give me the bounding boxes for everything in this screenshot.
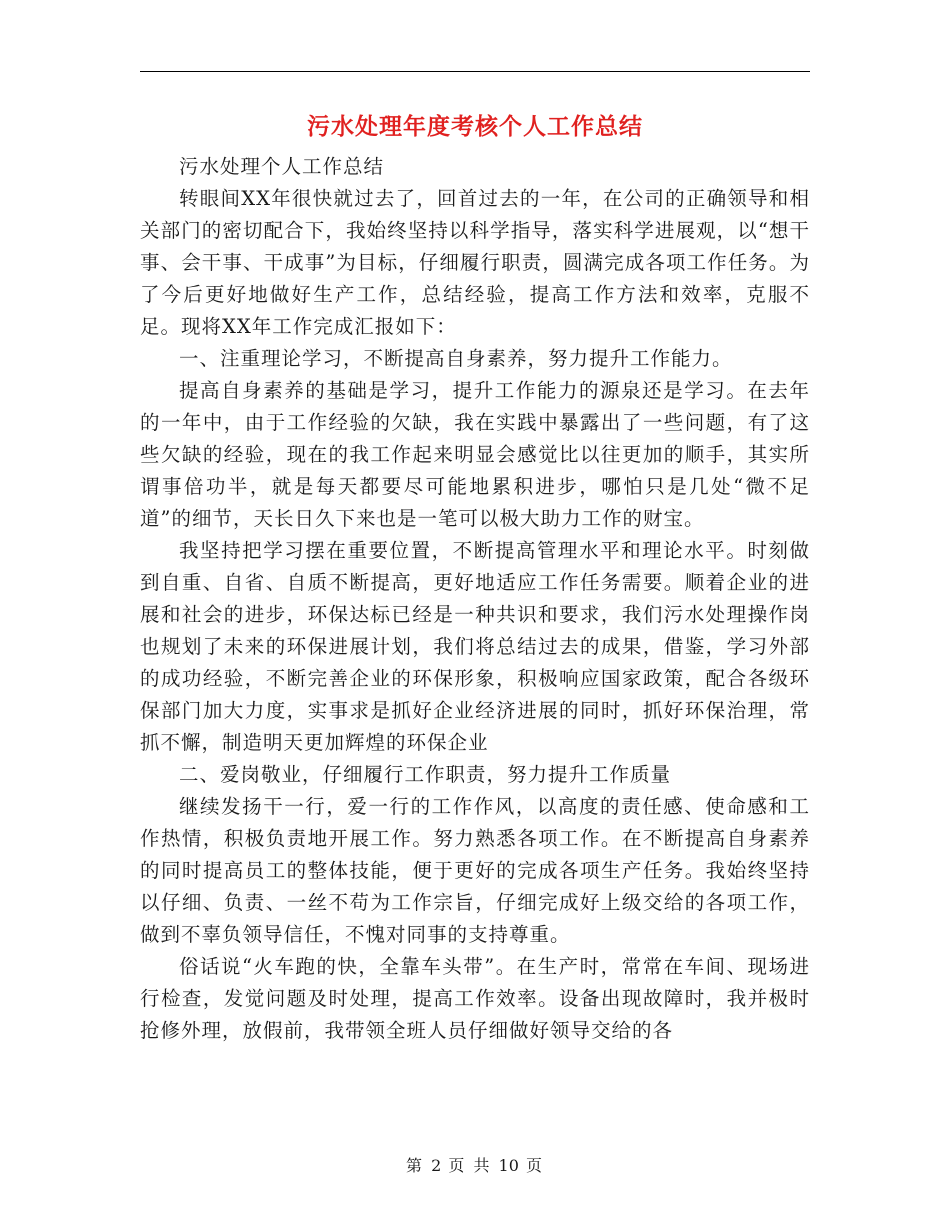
page-number-footer: [140, 1153, 810, 1176]
paragraph-subtitle: 污水处理个人工作总结: [179, 155, 385, 178]
header-rule: [140, 71, 810, 72]
section-heading-2: 二、爱岗敬业，仔细履行工作职责，努力提升工作质量: [179, 763, 672, 786]
paragraph-study: 提高自身素养的基础是学习，提升工作能力的源泉还是学习。在去年的一年中，由于工作经验的欠缺，我在实践中暴露出了一些问题，有了这些欠缺的经验，现在的我工作起来明显会感觉比以往更加的顺手，其实所谓事倍功半，就是每天都要尽可能地累积进步，哪怕只是几处“微不足道”的细节，天长日久下来也是一笔可以极大助力工作的财宝。: [140, 379, 810, 530]
current-page-number: 2: [431, 1156, 442, 1175]
paragraph-dedication: 继续发扬干一行，爱一行的工作作风，以高度的责任感、使命感和工作热情，积极负责地开展工作。努力熟悉各项工作。在不断提高自身素养的同时提高员工的整体技能，便于更好的完成各项生产任务。我始终坚持以仔细、负责、一丝不苟为工作宗旨，仔细完成好上级交给的各项工作，做到不辜负领导信任，不愧对同事的支持尊重。: [140, 795, 810, 946]
paragraph-intro: 转眼间XX年很快就过去了，回首过去的一年，在公司的正确领导和相关部门的密切配合下，我始终坚持以科学指导，落实科学进展观，以“想干事、会干事、干成事”为目标，仔细履行职责，圆满完成各项工作任务。为了今后更好地做好生产工作，总结经验，提高工作方法和效率，克服不足。现将XX年工作完成汇报如下：: [140, 187, 810, 338]
footer-middle: 页 共: [448, 1156, 492, 1175]
document-title: 污水处理年度考核个人工作总结: [307, 113, 643, 140]
footer-prefix: 第: [405, 1156, 424, 1175]
section-heading-1: 一、注重理论学习，不断提高自身素养，努力提升工作能力。: [179, 347, 733, 370]
footer-suffix: 页: [526, 1156, 545, 1175]
document-body: [140, 151, 810, 1047]
paragraph-environment: 我坚持把学习摆在重要位置，不断提高管理水平和理论水平。时刻做到自重、自省、自质不断提高，更好地适应工作任务需要。顺着企业的进展和社会的进步，环保达标已经是一种共识和要求，我们污水处理操作岗也规划了未来的环保进展计划，我们将总结过去的成果，借鉴，学习外部的成功经验，不断完善企业的环保形象，积极响应国家政策，配合各级环保部门加大力度，实事求是抓好企业经济进展的同时，抓好环保治理，常抓不懈，制造明天更加辉煌的环保企业: [140, 539, 810, 754]
total-pages-number: 10: [498, 1156, 519, 1175]
paragraph-proverb: 俗话说“火车跑的快，全靠车头带”。在生产时，常常在车间、现场进行检查，发觉问题及时处理，提高工作效率。设备出现故障时，我并极时抢修外理，放假前，我带领全班人员仔细做好领导交给的各: [140, 955, 810, 1042]
